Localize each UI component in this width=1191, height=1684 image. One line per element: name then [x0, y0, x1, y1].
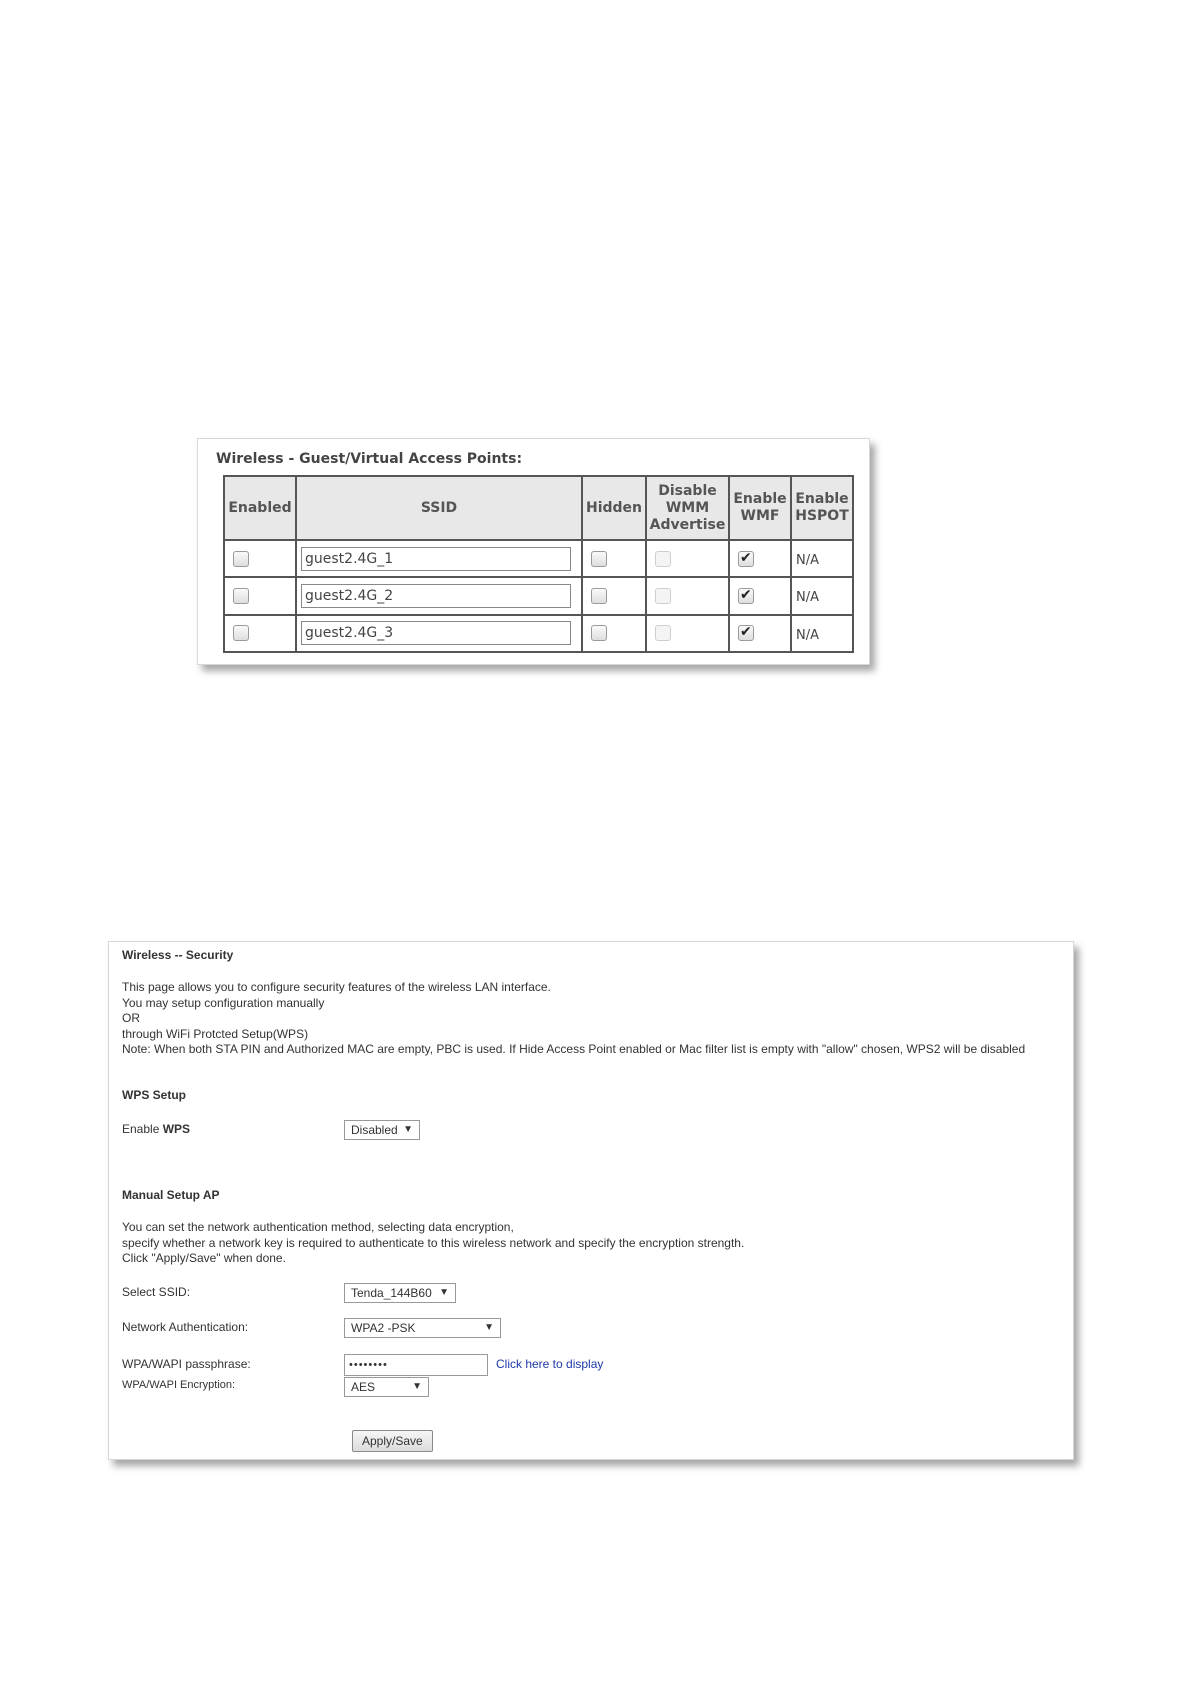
encryption-value: AES	[351, 1380, 376, 1394]
cell-hspot	[791, 540, 853, 577]
manual-desc-line: Click "Apply/Save" when done.	[122, 1251, 286, 1265]
hidden-checkbox[interactable]	[591, 625, 607, 641]
chevron-down-icon: ▼	[403, 1124, 413, 1135]
table-header-row	[224, 476, 853, 540]
enable-wmf-checkbox[interactable]	[738, 588, 754, 604]
wps-note: Note: When both STA PIN and Authorized MAC are empty, PBC is used. If Hide Access Point enabled or Mac filter list is empty with "allow" chosen, WPS2 will be disabled	[122, 1042, 1026, 1056]
guest-ap-panel	[197, 438, 870, 665]
chevron-down-icon: ▼	[439, 1287, 449, 1298]
hidden-checkbox[interactable]	[591, 551, 607, 567]
wireless-security-panel	[108, 941, 1074, 1460]
network-auth-value: WPA2 -PSK	[351, 1321, 416, 1335]
select-ssid-label: Select SSID:	[122, 1285, 191, 1299]
col-header-enable-wmf: Enable WMF	[729, 476, 791, 540]
chevron-down-icon: ▼	[484, 1322, 494, 1333]
disable-wmm-checkbox	[655, 588, 671, 604]
check-icon: ✔	[740, 586, 752, 603]
network-auth-dropdown[interactable]	[344, 1318, 501, 1338]
enable-wps-label-bold: WPS	[162, 1122, 191, 1136]
hidden-checkbox[interactable]	[591, 588, 607, 604]
encryption-dropdown[interactable]	[344, 1377, 429, 1397]
table-row	[224, 615, 853, 652]
intro-line: through WiFi Protcted Setup(WPS)	[122, 1027, 309, 1041]
enable-wmf-checkbox[interactable]	[738, 625, 754, 641]
check-icon: ✔	[740, 624, 752, 641]
ssid-input[interactable]	[301, 584, 571, 608]
guest-ap-title: Wireless - Guest/Virtual Access Points:	[216, 451, 523, 467]
intro-line: You may setup configuration manually	[122, 996, 325, 1010]
cell-disable-wmm	[646, 577, 729, 614]
chevron-down-icon: ▼	[412, 1381, 422, 1392]
disable-wmm-checkbox	[655, 625, 671, 641]
cell-ssid	[296, 540, 582, 577]
col-header-ssid: SSID	[296, 476, 582, 540]
enable-wps-select[interactable]	[344, 1120, 420, 1140]
cell-enabled	[224, 615, 296, 652]
cell-hspot	[791, 615, 853, 652]
enabled-checkbox[interactable]	[233, 625, 249, 641]
manual-setup-heading: Manual Setup AP	[122, 1188, 220, 1202]
apply-save-button[interactable]: Apply/Save	[352, 1430, 433, 1452]
col-header-hidden: Hidden	[582, 476, 646, 540]
encryption-label: WPA/WAPI Encryption:	[122, 1379, 236, 1391]
ssid-input[interactable]	[301, 547, 571, 571]
table-row	[224, 577, 853, 614]
cell-enable-wmf	[729, 577, 791, 614]
cell-hidden	[582, 615, 646, 652]
cell-disable-wmm	[646, 540, 729, 577]
display-passphrase-link[interactable]: Click here to display	[496, 1357, 604, 1371]
enable-wps-label-prefix: Enable	[122, 1122, 163, 1136]
cell-enable-wmf	[729, 540, 791, 577]
enable-wps-label	[122, 1122, 190, 1136]
enable-wps-value: Disabled	[351, 1123, 398, 1137]
hspot-value: N/A	[796, 553, 819, 569]
select-ssid-dropdown[interactable]	[344, 1283, 456, 1303]
enabled-checkbox[interactable]	[233, 551, 249, 567]
cell-ssid	[296, 577, 582, 614]
manual-desc-line: specify whether a network key is required to authenticate to this wireless network and specify the encryption strength.	[122, 1236, 745, 1250]
wps-setup-heading: WPS Setup	[122, 1088, 187, 1102]
enable-wmf-checkbox[interactable]	[738, 551, 754, 567]
cell-hidden	[582, 577, 646, 614]
ssid-input[interactable]	[301, 621, 571, 645]
table-row	[224, 540, 853, 577]
cell-enabled	[224, 577, 296, 614]
cell-enable-wmf	[729, 615, 791, 652]
cell-hidden	[582, 540, 646, 577]
col-header-enabled: Enabled	[224, 476, 296, 540]
passphrase-input[interactable]: ••••••••	[344, 1354, 488, 1376]
enabled-checkbox[interactable]	[233, 588, 249, 604]
select-ssid-value: Tenda_144B60	[351, 1286, 432, 1300]
guest-ap-table	[223, 475, 854, 653]
check-icon: ✔	[740, 549, 752, 566]
hspot-value: N/A	[796, 590, 819, 606]
cell-enabled	[224, 540, 296, 577]
disable-wmm-checkbox	[655, 551, 671, 567]
cell-disable-wmm	[646, 615, 729, 652]
page-title: Wireless -- Security	[122, 948, 234, 962]
cell-ssid	[296, 615, 582, 652]
passphrase-label: WPA/WAPI passphrase:	[122, 1357, 251, 1371]
hspot-value: N/A	[796, 627, 819, 643]
manual-desc-line: You can set the network authentication method, selecting data encryption,	[122, 1220, 514, 1234]
cell-hspot	[791, 577, 853, 614]
col-header-disable-wmm: Disable WMM Advertise	[646, 476, 729, 540]
network-auth-label: Network Authentication:	[122, 1320, 249, 1334]
intro-line: This page allows you to configure security features of the wireless LAN interface.	[122, 980, 551, 994]
intro-line: OR	[122, 1011, 140, 1025]
col-header-enable-hspot: Enable HSPOT	[791, 476, 853, 540]
